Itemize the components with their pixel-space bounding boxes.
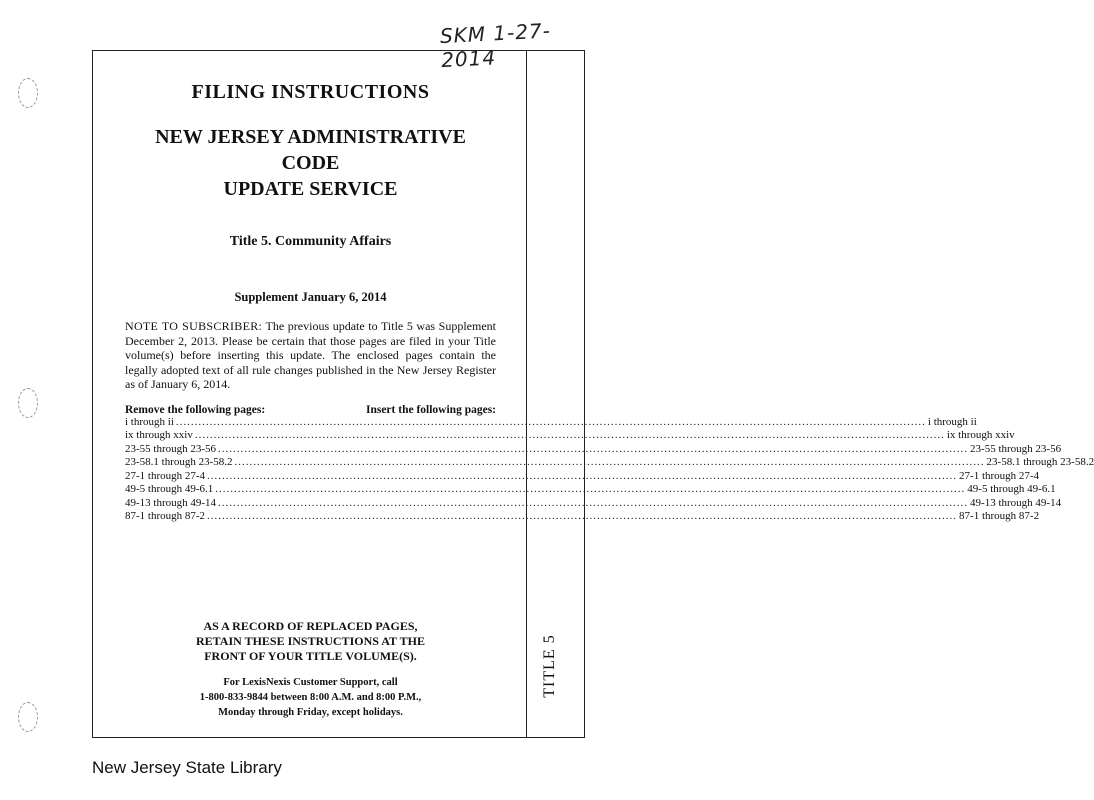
record-notice-line1: AS A RECORD OF REPLACED PAGES, xyxy=(203,619,418,633)
handwritten-stamp: SKM 1-27-2014 xyxy=(439,18,552,73)
page-table xyxy=(125,415,1094,524)
remove-pages-header: Remove the following pages: xyxy=(125,403,266,416)
insert-page-range: 49-5 through 49-6.1 xyxy=(967,483,1056,495)
punch-hole-bottom xyxy=(18,702,38,732)
support-line1: For LexisNexis Customer Support, call xyxy=(223,677,398,688)
table-row xyxy=(125,429,1015,443)
page-table-header xyxy=(125,404,496,416)
table-row xyxy=(125,496,1062,511)
support-info xyxy=(125,675,496,720)
dot-leader: ........................................................................................................................................................................................................ xyxy=(218,496,969,509)
insert-page-range: 49-13 through 49-14 xyxy=(970,496,1062,509)
record-notice-line3: FRONT OF YOUR TITLE VOLUME(S). xyxy=(204,649,417,663)
insert-page-range: ix through xxiv xyxy=(946,429,1015,441)
table-row xyxy=(125,456,1094,470)
dot-leader: ........................................................................................................................................................................................................ xyxy=(194,429,945,441)
record-notice xyxy=(125,619,496,664)
support-line3: Monday through Friday, except holidays. xyxy=(218,707,403,718)
subscriber-note xyxy=(125,319,496,392)
code-heading xyxy=(125,124,496,202)
punch-hole-middle xyxy=(18,388,38,418)
remove-page-range: 23-55 through 23-56 xyxy=(125,442,217,455)
dot-leader: ........................................................................................................................................................................................................ xyxy=(175,415,926,428)
table-row xyxy=(125,483,1056,497)
table-row xyxy=(125,415,977,430)
dot-leader: ........................................................................................................................................................................................................ xyxy=(218,442,969,455)
remove-page-range: 49-13 through 49-14 xyxy=(125,496,217,509)
table-row xyxy=(125,442,1062,457)
code-heading-line1: NEW JERSEY ADMINISTRATIVE CODE xyxy=(155,126,466,174)
remove-page-range: 87-1 through 87-2 xyxy=(125,510,206,522)
supplement-date: Supplement January 6, 2014 xyxy=(234,290,387,304)
support-line2: 1-800-833-9844 between 8:00 A.M. and 8:00 P.M., xyxy=(199,692,422,703)
insert-page-range: 27-1 through 27-4 xyxy=(959,469,1040,482)
remove-page-range: ix through xxiv xyxy=(125,429,193,441)
insert-page-range: 87-1 through 87-2 xyxy=(959,510,1040,522)
code-heading-line2: UPDATE SERVICE xyxy=(223,178,398,200)
dot-leader: ........................................................................................................................................................................................................ xyxy=(207,510,958,522)
record-notice-line2: RETAIN THESE INSTRUCTIONS AT THE xyxy=(196,634,425,648)
insert-page-range: i through ii xyxy=(927,415,977,428)
title-tab-label: TITLE 5 xyxy=(541,634,558,698)
insert-page-range: 23-58.1 through 23-58.2 xyxy=(986,456,1094,468)
note-text: The previous update to Title 5 was Supplement December 2, 2013. Please be certain that those pages are filed in your Title volume(s) before inserting this update. The enclosed pages contain the legally adopted text of all rule changes published in the New Jersey Register as of January 6, 2014. xyxy=(125,319,496,391)
remove-page-range: 49-5 through 49-6.1 xyxy=(125,483,214,495)
document-frame xyxy=(92,50,1094,738)
document-content xyxy=(93,51,1094,737)
table-row xyxy=(125,469,1040,484)
remove-page-range: 23-58.1 through 23-58.2 xyxy=(125,456,233,468)
note-label: NOTE TO SUBSCRIBER: xyxy=(125,319,263,333)
filing-instructions-heading: FILING INSTRUCTIONS xyxy=(191,81,430,103)
dot-leader: ........................................................................................................................................................................................................ xyxy=(207,469,958,482)
insert-pages-header: Insert the following pages: xyxy=(365,403,496,416)
dot-leader: ........................................................................................................................................................................................................ xyxy=(234,456,985,468)
table-row xyxy=(125,510,1040,524)
insert-page-range: 23-55 through 23-56 xyxy=(970,442,1062,455)
remove-page-range: 27-1 through 27-4 xyxy=(125,469,206,482)
remove-page-range: i through ii xyxy=(125,415,174,428)
library-footer: New Jersey State Library xyxy=(92,758,282,777)
title-tab xyxy=(526,51,584,737)
title-label: Title 5. Community Affairs xyxy=(229,234,392,249)
dot-leader: ........................................................................................................................................................................................................ xyxy=(215,483,966,495)
punch-hole-top xyxy=(18,78,38,108)
